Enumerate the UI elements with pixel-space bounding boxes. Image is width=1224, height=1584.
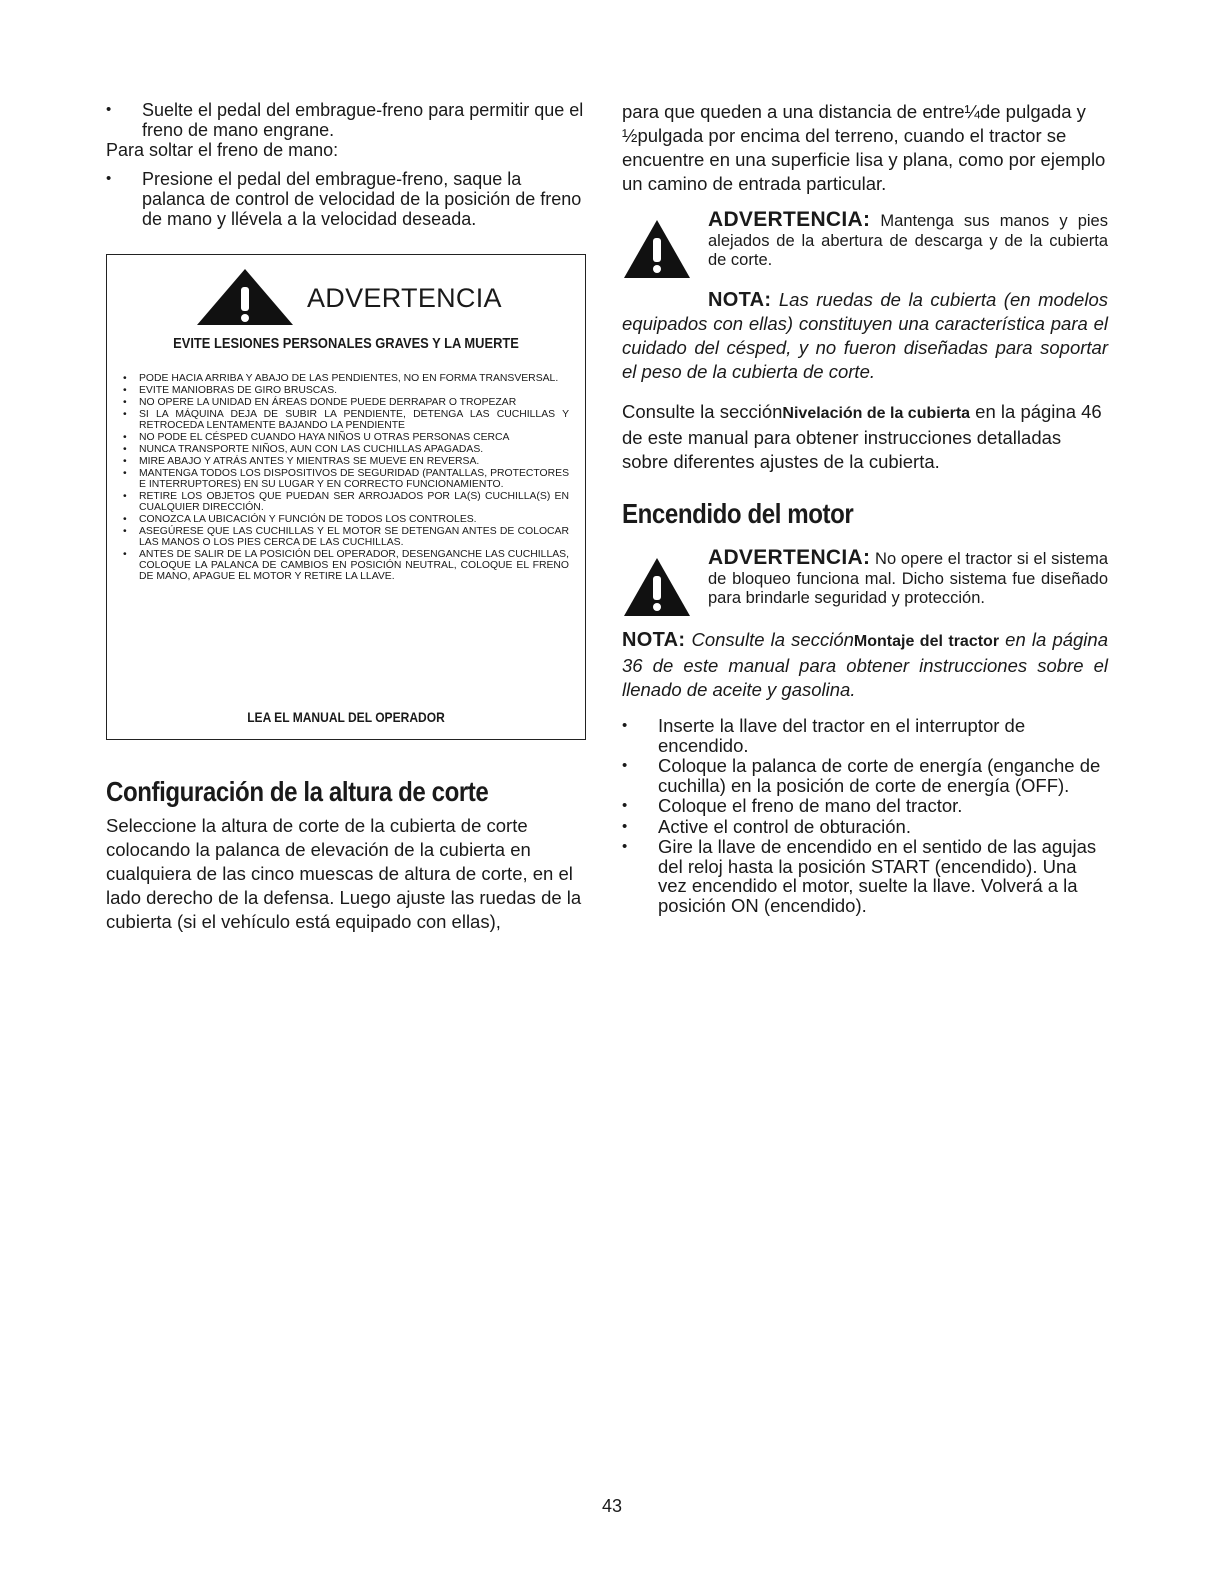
text-run: Consulte la sección [691, 629, 854, 650]
list-item: • Gire la llave de encendido en el sentido de las agujas del reloj hasta la posición START (encendido). Una vez encendido el motor, suelte la llave. Volverá a la posición ON (encendido). [622, 837, 1108, 915]
left-top-instructions [106, 100, 588, 233]
note-tractor-assembly [622, 628, 1108, 702]
page-number: 43 [601, 1496, 623, 1516]
safety-warning-box [106, 254, 586, 740]
note-text: Las ruedas de la cubierta (en modelos equipados con ellas) constituyen una característica para el cuidado del césped, y no fueron diseñadas para soportar el peso de la cubierta de corte. [622, 289, 1108, 382]
fraction-quarter: ¼ [964, 101, 980, 122]
release-brake-label: Para soltar el freno de mano: [106, 140, 339, 160]
text-run: de pulgada y [979, 101, 1086, 122]
list-item: • ANTES DE SALIR DE LA POSICIÓN DEL OPERADOR, DESENGANCHE LAS CUCHILLAS, COLOQUE LA PALANCA DE CAMBIOS EN POSICIÓN NEUTRAL, COLOQUE EL FRENO DE MANO, APAGUE EL MOTOR Y RETIRE LA LLAVE. [123, 549, 569, 582]
list-item: • NO PODE EL CÉSPED CUANDO HAYA NIÑOS U OTRAS PERSONAS CERCA [123, 432, 569, 443]
list-item: • Coloque el freno de mano del tractor. [622, 796, 1108, 816]
right-column [622, 100, 1108, 916]
warning-title: ADVERTENCIA [307, 283, 502, 313]
warning-text: No opere el tractor si el sistema de bloqueo funciona mal. Dicho sistema fue diseñado para brindarle seguridad y protección. [708, 550, 1108, 607]
warning-text: Mantenga sus manos y pies alejados de la abertura de descarga y de la cubierta de corte. [708, 212, 1108, 269]
list-item: • Inserte la llave del tractor en el interruptor de encendido. [622, 716, 1108, 755]
list-item: • ASEGÚRESE QUE LAS CUCHILLAS Y EL MOTOR SE DETENGAN ANTES DE COLOCAR LAS MANOS O LOS PIES CERCA DE LAS CUCHILLAS. [123, 526, 569, 548]
list-item: • SI LA MÁQUINA DEJA DE SUBIR LA PENDIENTE, DETENGA LAS CUCHILLAS Y RETROCEDA LENTAMENTE BAJANDO LA PENDIENTE [123, 409, 569, 431]
text-run: en la página 36 de este manual para obtener instrucciones sobre el llenado de aceite y gasolina. [622, 629, 1108, 700]
text-run: pulgada por encima del terreno, cuando el tractor se encuentre en una superficie lisa y plana, como por ejemplo un camino de entrada particular. [622, 125, 1106, 194]
warning-triangle-icon [195, 267, 295, 327]
fraction-half: ½ [622, 125, 638, 146]
list-item: • Coloque la palanca de corte de energía (enganche de cuchilla) en la posición de corte de energía (OFF). [622, 756, 1108, 795]
section-reference: Montaje del tractor [853, 633, 1000, 650]
cut-height-body: Seleccione la altura de corte de la cubierta de corte colocando la palanca de elevación de la cubierta en cualquiera de las cinco muescas de altura de corte, en el lado derecho de la defensa. Luego ajuste las ruedas de la cubierta (si el vehículo está equipado con ellas), [106, 815, 582, 932]
warning-triangle-icon [622, 556, 692, 618]
consult-leveling [622, 400, 1108, 474]
note-label: NOTA: [622, 629, 686, 651]
list-item: • CONOZCA LA UBICACIÓN Y FUNCIÓN DE TODOS LOS CONTROLES. [123, 514, 569, 525]
warning-subtitle: EVITE LESIONES PERSONALES GRAVES Y LA MUERTE [173, 335, 519, 352]
list-item: • NO OPERE LA UNIDAD EN ÁREAS DONDE PUEDE DERRAPAR O TROPEZAR [123, 397, 569, 408]
parking-brake-steps [106, 100, 588, 140]
engine-start-steps [622, 716, 1108, 915]
warning-hands-feet [622, 210, 1108, 280]
list-item: • MIRE ABAJO Y ATRÁS ANTES Y MIENTRAS SE MUEVE EN REVERSA. [123, 456, 569, 467]
text-run: para que queden a una distancia de entre [622, 101, 965, 122]
section-reference: Nivelación de la cubierta [782, 405, 971, 422]
warning-list [123, 373, 569, 583]
warning-footer: LEA EL MANUAL DEL OPERADOR [247, 709, 445, 725]
list-item: • Presione el pedal del embrague-freno, saque la palanca de control de velocidad de la posición de freno de mano y llévela a la velocidad deseada. [106, 169, 588, 229]
cut-height-section [106, 776, 588, 934]
note-deck-wheels [622, 288, 1108, 384]
text-run: Consulte la sección [622, 401, 783, 422]
list-item: • RETIRE LOS OBJETOS QUE PUEDAN SER ARROJADOS POR LA(S) CUCHILLA(S) EN CUALQUIER DIRECCIÓN. [123, 491, 569, 513]
warning-header [195, 267, 515, 329]
list-item: • MANTENGA TODOS LOS DISPOSITIVOS DE SEGURIDAD (PANTALLAS, PROTECTORES E INTERRUPTORES) EN SU LUGAR Y EN CORRECTO FUNCIONAMIENTO. [123, 468, 569, 490]
list-item: • NUNCA TRANSPORTE NIÑOS, AUN CON LAS CUCHILLAS APAGADAS. [123, 444, 569, 455]
section-title-cut-height: Configuración de la altura de corte [106, 776, 489, 807]
deck-wheel-continuation [622, 100, 1108, 196]
warning-label: ADVERTENCIA: [708, 208, 871, 231]
text-run: en la página 46 de este manual para obtener instrucciones detalladas sobre diferentes ajustes de la cubierta. [622, 401, 1102, 472]
list-item: • EVITE MANIOBRAS DE GIRO BRUSCAS. [123, 385, 569, 396]
note-label: NOTA: [708, 289, 772, 311]
list-item: • PODE HACIA ARRIBA Y ABAJO DE LAS PENDIENTES, NO EN FORMA TRANSVERSAL. [123, 373, 569, 384]
warning-triangle-icon [622, 218, 692, 280]
warning-label: ADVERTENCIA: [708, 546, 871, 569]
release-brake-steps [106, 169, 588, 229]
section-title-engine-start: Encendido del motor [622, 498, 854, 529]
warning-interlock [622, 548, 1108, 618]
list-item: • Suelte el pedal del embrague-freno para permitir que el freno de mano engrane. [106, 100, 588, 140]
list-item: • Active el control de obturación. [622, 817, 1108, 837]
